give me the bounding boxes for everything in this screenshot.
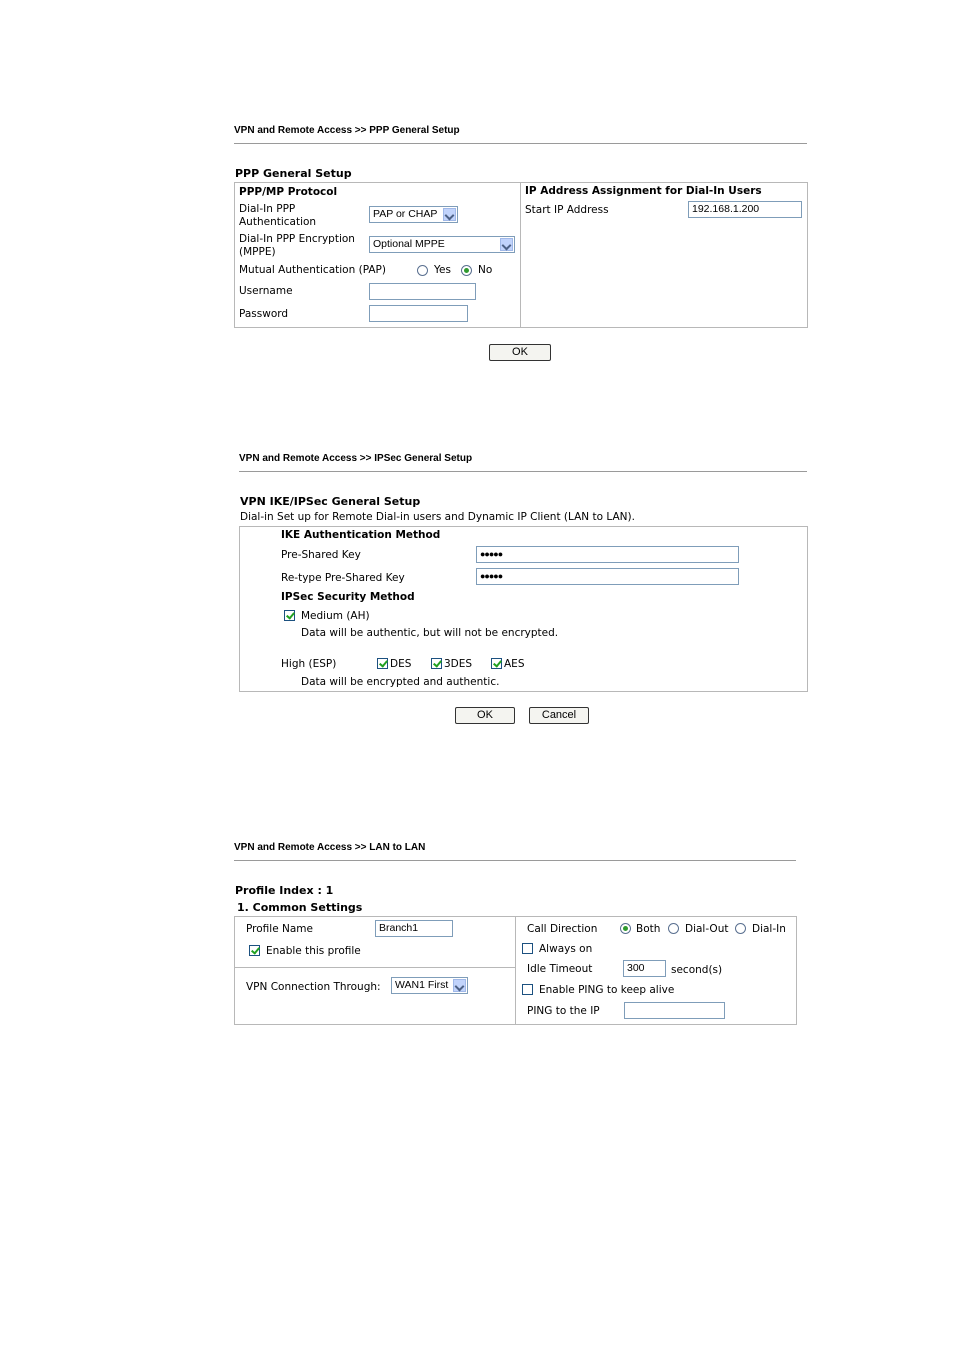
call-direction-dialout-radio[interactable] bbox=[668, 923, 679, 934]
authentication-select[interactable] bbox=[369, 206, 458, 223]
both-label: Both bbox=[636, 923, 661, 935]
mppe-select[interactable] bbox=[369, 236, 515, 253]
idle-timeout-input[interactable]: 300 bbox=[623, 960, 666, 977]
start-ip-label: Start IP Address bbox=[525, 204, 609, 216]
enable-profile-label: Enable this profile bbox=[266, 945, 361, 957]
divider bbox=[239, 471, 807, 472]
breadcrumb: VPN and Remote Access >> IPSec General Setup bbox=[239, 453, 473, 464]
medium-ah-description: Data will be authentic, but will not be encrypted. bbox=[301, 627, 559, 639]
medium-ah-label: Medium (AH) bbox=[301, 610, 370, 622]
section-description: Dial-in Set up for Remote Dial-in users and Dynamic IP Client (LAN to LAN). bbox=[240, 511, 635, 523]
enable-profile-checkbox[interactable] bbox=[249, 945, 260, 956]
ping-ip-input[interactable] bbox=[624, 1002, 725, 1019]
profile-name-label: Profile Name bbox=[246, 923, 313, 935]
enable-ping-label: Enable PING to keep alive bbox=[539, 984, 675, 996]
mppe-label-line2: (MPPE) bbox=[239, 246, 276, 258]
aes-label: AES bbox=[504, 658, 525, 670]
mutual-auth-no-radio[interactable] bbox=[461, 265, 472, 276]
ppp-mp-protocol-header: PPP/MP Protocol bbox=[239, 186, 338, 198]
mppe-value: Optional MPPE bbox=[373, 238, 445, 250]
medium-ah-checkbox[interactable] bbox=[284, 610, 295, 621]
auth-label-line2: Authentication bbox=[239, 216, 317, 228]
ike-auth-header: IKE Authentication Method bbox=[281, 529, 441, 541]
ping-ip-label: PING to the IP bbox=[527, 1005, 600, 1017]
vpn-through-value: WAN1 First bbox=[395, 979, 449, 991]
breadcrumb: VPN and Remote Access >> PPP General Setup bbox=[234, 125, 460, 136]
password-input[interactable] bbox=[369, 305, 468, 322]
call-direction-dialin-radio[interactable] bbox=[735, 923, 746, 934]
pre-shared-key-label: Pre-Shared Key bbox=[281, 549, 361, 561]
high-esp-label: High (ESP) bbox=[281, 658, 337, 670]
common-settings-title: 1. Common Settings bbox=[237, 901, 363, 914]
password-label: Password bbox=[239, 308, 289, 320]
mppe-label-line1: Dial-In PPP Encryption bbox=[239, 233, 355, 245]
retype-key-input[interactable]: ●●●●● bbox=[476, 568, 739, 585]
dial-out-label: Dial-Out bbox=[685, 923, 729, 935]
pre-shared-key-input[interactable]: ●●●●● bbox=[476, 546, 739, 563]
chevron-down-icon[interactable] bbox=[500, 238, 513, 251]
3des-checkbox[interactable] bbox=[431, 658, 442, 669]
cancel-button[interactable]: Cancel bbox=[529, 707, 589, 724]
aes-checkbox[interactable] bbox=[491, 658, 502, 669]
high-esp-description: Data will be encrypted and authentic. bbox=[301, 676, 500, 688]
des-label: DES bbox=[390, 658, 412, 670]
dial-in-label: Dial-In bbox=[752, 923, 786, 935]
retype-key-label: Re-type Pre-Shared Key bbox=[281, 572, 405, 584]
ip-assignment-header: IP Address Assignment for Dial-In Users bbox=[525, 185, 762, 197]
chevron-down-icon[interactable] bbox=[453, 979, 466, 992]
enable-ping-checkbox[interactable] bbox=[522, 984, 533, 995]
username-input[interactable] bbox=[369, 283, 476, 300]
authentication-value: PAP or CHAP bbox=[373, 208, 438, 220]
breadcrumb: VPN and Remote Access >> LAN to LAN bbox=[234, 842, 426, 853]
chevron-down-icon[interactable] bbox=[443, 208, 456, 221]
profile-index: Profile Index : 1 bbox=[235, 884, 334, 897]
section-title: PPP General Setup bbox=[235, 167, 352, 180]
idle-timeout-label: Idle Timeout bbox=[527, 963, 593, 975]
yes-label: Yes bbox=[434, 264, 451, 276]
always-on-checkbox[interactable] bbox=[522, 943, 533, 954]
start-ip-input[interactable]: 192.168.1.200 bbox=[688, 201, 802, 218]
ok-button[interactable]: OK bbox=[455, 707, 515, 724]
profile-name-input[interactable]: Branch1 bbox=[375, 920, 453, 937]
ok-button[interactable]: OK bbox=[489, 344, 551, 361]
vpn-through-select[interactable] bbox=[391, 977, 468, 994]
des-checkbox[interactable] bbox=[377, 658, 388, 669]
mutual-auth-label: Mutual Authentication (PAP) bbox=[239, 264, 386, 276]
divider bbox=[234, 143, 807, 144]
seconds-label: second(s) bbox=[671, 964, 723, 976]
divider bbox=[234, 860, 796, 861]
row-divider bbox=[235, 967, 515, 968]
security-method-header: IPSec Security Method bbox=[281, 591, 415, 603]
call-direction-label: Call Direction bbox=[527, 923, 598, 935]
no-label: No bbox=[478, 264, 493, 276]
column-divider bbox=[520, 183, 521, 327]
3des-label: 3DES bbox=[444, 658, 473, 670]
section-title: VPN IKE/IPSec General Setup bbox=[240, 495, 421, 508]
column-divider bbox=[515, 917, 516, 1024]
auth-label-line1: Dial-In PPP bbox=[239, 203, 296, 215]
call-direction-both-radio[interactable] bbox=[620, 923, 631, 934]
mutual-auth-yes-radio[interactable] bbox=[417, 265, 428, 276]
username-label: Username bbox=[239, 285, 293, 297]
vpn-through-label: VPN Connection Through: bbox=[246, 981, 381, 993]
always-on-label: Always on bbox=[539, 943, 593, 955]
